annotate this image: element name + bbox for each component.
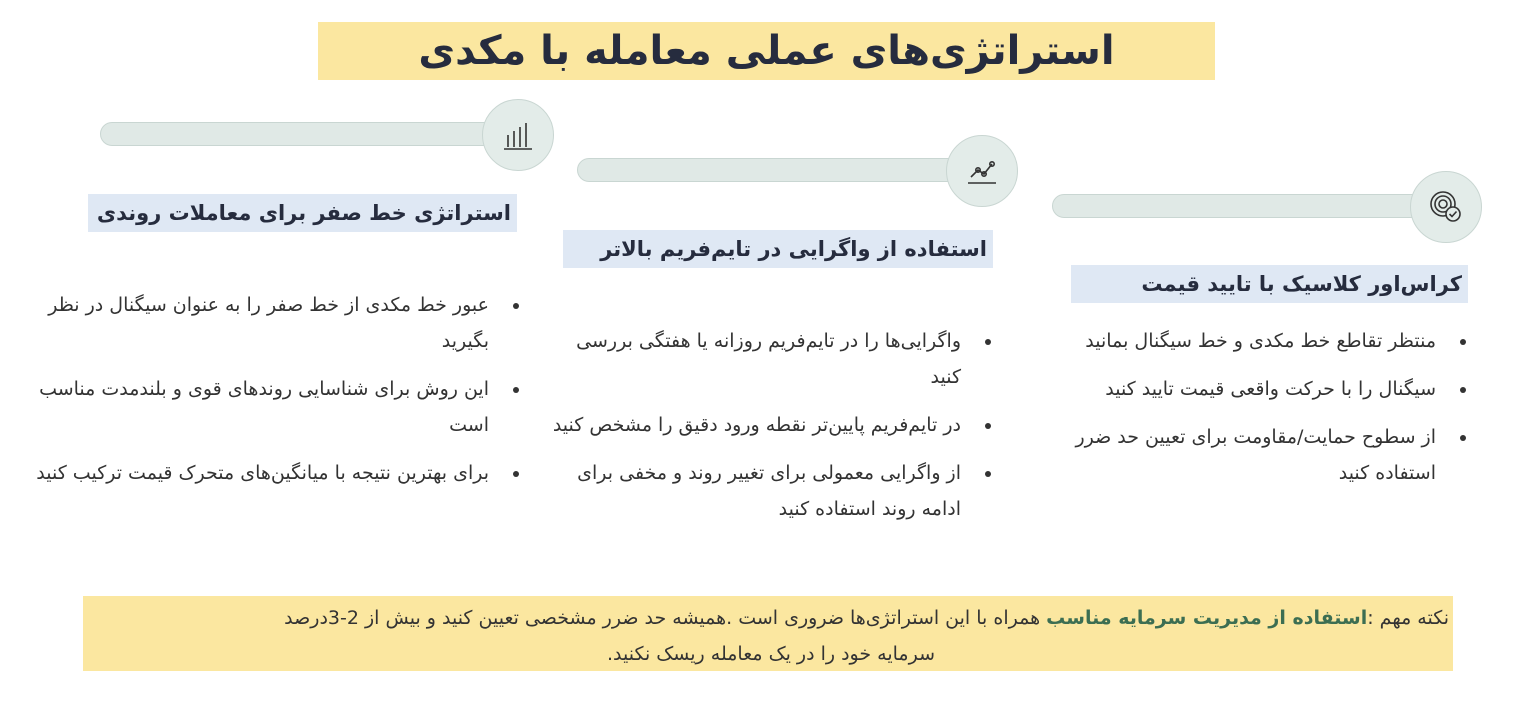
list-item: منتظر تقاطع خط مکدی و خط سیگنال بمانید (1060, 323, 1470, 359)
strategy-bullets (1060, 323, 1470, 503)
list-item: واگرایی‌ها را در تایم‌فریم روزانه یا هفتگی بررسی کنید (540, 323, 995, 395)
list-item: از سطوح حمایت/مقاومت برای تعیین حد ضرر استفاده کنید (1060, 419, 1470, 491)
list-item: عبور خط مکدی از خط صفر را به عنوان سیگنال در نظر بگیرید (20, 287, 523, 359)
strategy-bullets (20, 287, 523, 503)
line-chart-icon (946, 135, 1018, 207)
title-banner (318, 22, 1215, 80)
note-highlight: استفاده از مدیریت سرمایه مناسب (1046, 607, 1368, 629)
important-note (83, 596, 1453, 671)
timeline-bar (1052, 194, 1447, 218)
note-text-line2: سرمایه خود را در یک معامله ریسک نکنید. (607, 643, 935, 665)
strategy-heading: کراس‌اور کلاسیک با تایید قیمت (1071, 265, 1468, 303)
timeline-bar (577, 158, 987, 182)
strategy-heading: استراتژی خط صفر برای معاملات روندی (88, 194, 517, 232)
note-text: همراه با این استراتژی‌ها ضروری است .همیشه حد ضرر مشخصی تعیین کنید و بیش از 2-3درصد (284, 607, 1047, 629)
timeline-bar (100, 122, 522, 146)
bar-chart-icon (482, 99, 554, 171)
strategy-bullets (540, 323, 995, 539)
page-title: استراتژی‌های عملی معامله با مکدی (418, 28, 1115, 74)
list-item: برای بهترین نتیجه با میانگین‌های متحرک قیمت ترکیب کنید (20, 455, 523, 491)
list-item: سیگنال را با حرکت واقعی قیمت تایید کنید (1060, 371, 1470, 407)
list-item: در تایم‌فریم پایین‌تر نقطه ورود دقیق را مشخص کنید (540, 407, 995, 443)
note-prefix: نکته مهم : (1367, 607, 1449, 629)
list-item: این روش برای شناسایی روندهای قوی و بلندمدت مناسب است (20, 371, 523, 443)
strategy-heading: استفاده از واگرایی در تایم‌فریم بالاتر (563, 230, 993, 268)
list-item: از واگرایی معمولی برای تغییر روند و مخفی برای ادامه روند استفاده کنید (540, 455, 995, 527)
target-check-icon (1410, 171, 1482, 243)
